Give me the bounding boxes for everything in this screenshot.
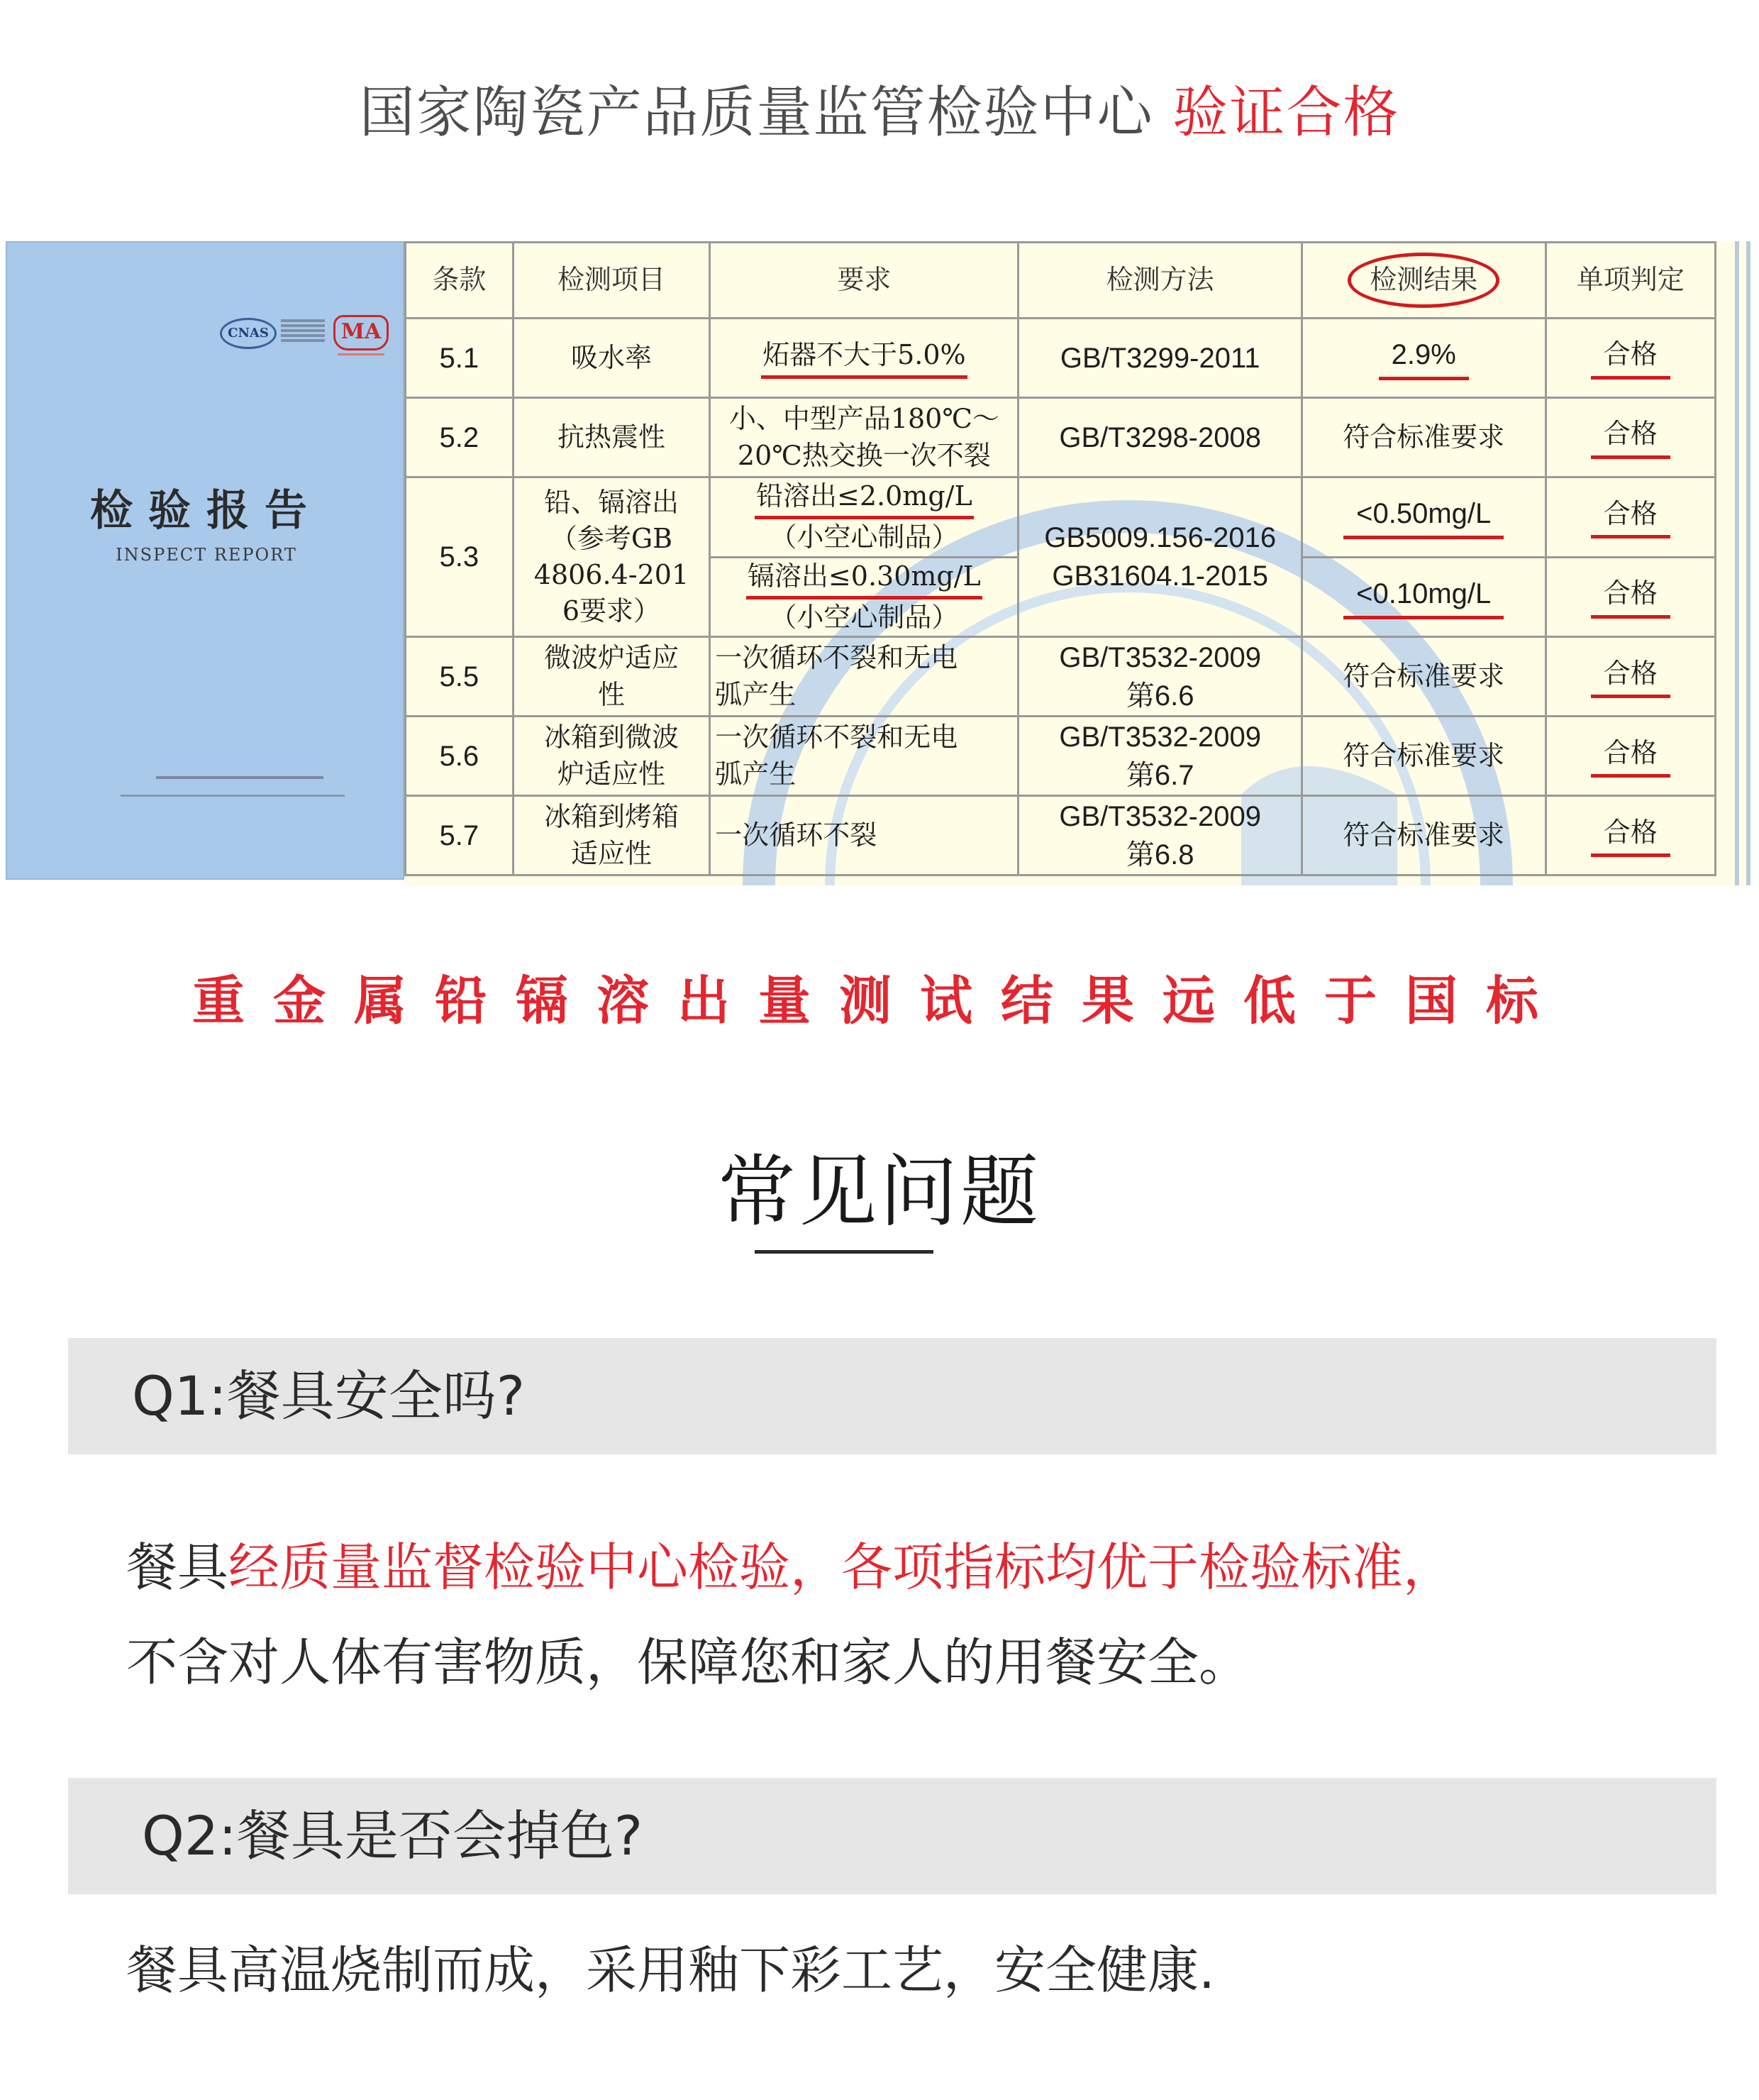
report-table-page [404,241,1750,885]
faq-answer-2: 餐具高温烧制而成，采用釉下彩工艺，安全健康. [126,1940,1215,2000]
row-item: 吸水率 [513,319,710,398]
faq-answer-1 [126,1520,1715,1710]
row-method: GB5009.156-2016 GB31604.1-2015 [1019,477,1302,637]
cnas-logo: CNAS [220,318,277,349]
row-result: 符合标准要求 [1302,398,1546,477]
row-method: GB/T3532-2009 第6.6 [1019,637,1302,717]
certification-logos [220,308,390,365]
table-row [406,398,1716,477]
row-verdict: 合格 [1546,796,1715,875]
row-item: 冰箱到微波 炉适应性 [513,717,710,796]
table-row [406,796,1716,875]
row-verdict: 合格 [1546,398,1715,477]
row-result-lead: <0.50mg/L [1302,477,1546,558]
table-row [406,477,1716,558]
row-method: GB/T3299-2011 [1019,319,1302,398]
table-row [406,717,1716,796]
row-result: 符合标准要求 [1302,796,1546,875]
report-cover [6,241,404,880]
header-test-result [1302,243,1546,319]
inspection-certificate-image [6,241,1750,885]
row-item: 微波炉适应 性 [513,637,710,717]
header-title-accent: 验证合格 [1172,81,1400,145]
cma-fine-print [338,353,384,355]
row-verdict-cadmium: 合格 [1546,557,1715,637]
faq-title: 常见问题 [718,1146,1041,1237]
header-title-main: 国家陶瓷产品质量监管检验中心 [359,81,1154,145]
row-clause: 5.6 [406,717,514,796]
header-test-method: 检测方法 [1019,243,1302,319]
page-edge-rule [1746,241,1750,885]
row-clause: 5.5 [406,637,514,717]
report-title: 检验报告 [90,486,323,536]
row-verdict: 合格 [1546,717,1715,796]
table-row [406,637,1716,717]
table-header-row [406,243,1716,319]
row-verdict-lead: 合格 [1546,477,1715,558]
inspection-results-table [404,241,1716,876]
header-test-result-circled: 检测结果 [1348,253,1499,307]
row-result: 符合标准要求 [1302,637,1546,717]
heavy-metal-note: 重金属铅镉溶出量测试结果远低于国标 [192,971,1567,1032]
row-method: GB/T3532-2009 第6.8 [1019,796,1302,875]
row-method: GB/T3532-2009 第6.7 [1019,717,1302,796]
row-clause: 5.1 [406,319,514,398]
row-clause: 5.7 [406,796,514,875]
row-result: 2.9% [1302,319,1546,398]
row-requirement: 一次循环不裂和无电 弧产生 [710,637,1019,717]
faq-title-underline [755,1250,933,1254]
row-requirement: 小、中型产品180℃～ 20℃热交换一次不裂 [710,398,1019,477]
issuer-name-fine-print-en [121,795,345,797]
faq-answer-1-line-1: 餐具经质量监督检验中心检验，各项指标均优于检验标准， [126,1537,1455,1597]
row-result-cadmium: <0.10mg/L [1302,557,1546,637]
row-requirement: 一次循环不裂 [710,796,1019,875]
page-header-title [0,68,1759,148]
row-item: 冰箱到烤箱 适应性 [513,796,710,875]
header-clause: 条款 [406,243,514,319]
row-clause: 5.3 [406,477,514,637]
report-subtitle: INSPECT REPORT [116,545,297,565]
header-requirement: 要求 [710,243,1019,319]
row-item: 抗热震性 [513,398,710,477]
row-item: 铅、镉溶出 （参考GB 4806.4-201 6要求） [513,477,710,637]
faq-answer-1-line-2: 不含对人体有害物质，保障您和家人的用餐安全。 [126,1632,1250,1692]
header-test-item: 检测项目 [513,243,710,319]
cma-logo: MA [333,315,389,350]
faq-question-1: Q1:餐具安全吗? [68,1338,1716,1454]
row-requirement-lead: 铅溶出≤2.0mg/L （小空心制品） [710,477,1019,558]
row-requirement: 一次循环不裂和无电 弧产生 [710,717,1019,796]
row-clause: 5.2 [406,398,514,477]
page-edge-rule [1735,241,1739,885]
row-method: GB/T3298-2008 [1019,398,1302,477]
faq-question-2: Q2:餐具是否会掉色? [68,1778,1716,1894]
row-verdict: 合格 [1546,319,1715,398]
row-requirement: 炻器不大于5.0% [710,319,1019,398]
row-requirement-cadmium: 镉溶出≤0.30mg/L （小空心制品） [710,557,1019,637]
table-row [406,319,1716,398]
row-result: 符合标准要求 [1302,717,1546,796]
header-verdict: 单项判定 [1546,243,1715,319]
issuer-name-fine-print [156,776,323,779]
cnas-fine-print [281,319,325,344]
row-verdict: 合格 [1546,637,1715,717]
